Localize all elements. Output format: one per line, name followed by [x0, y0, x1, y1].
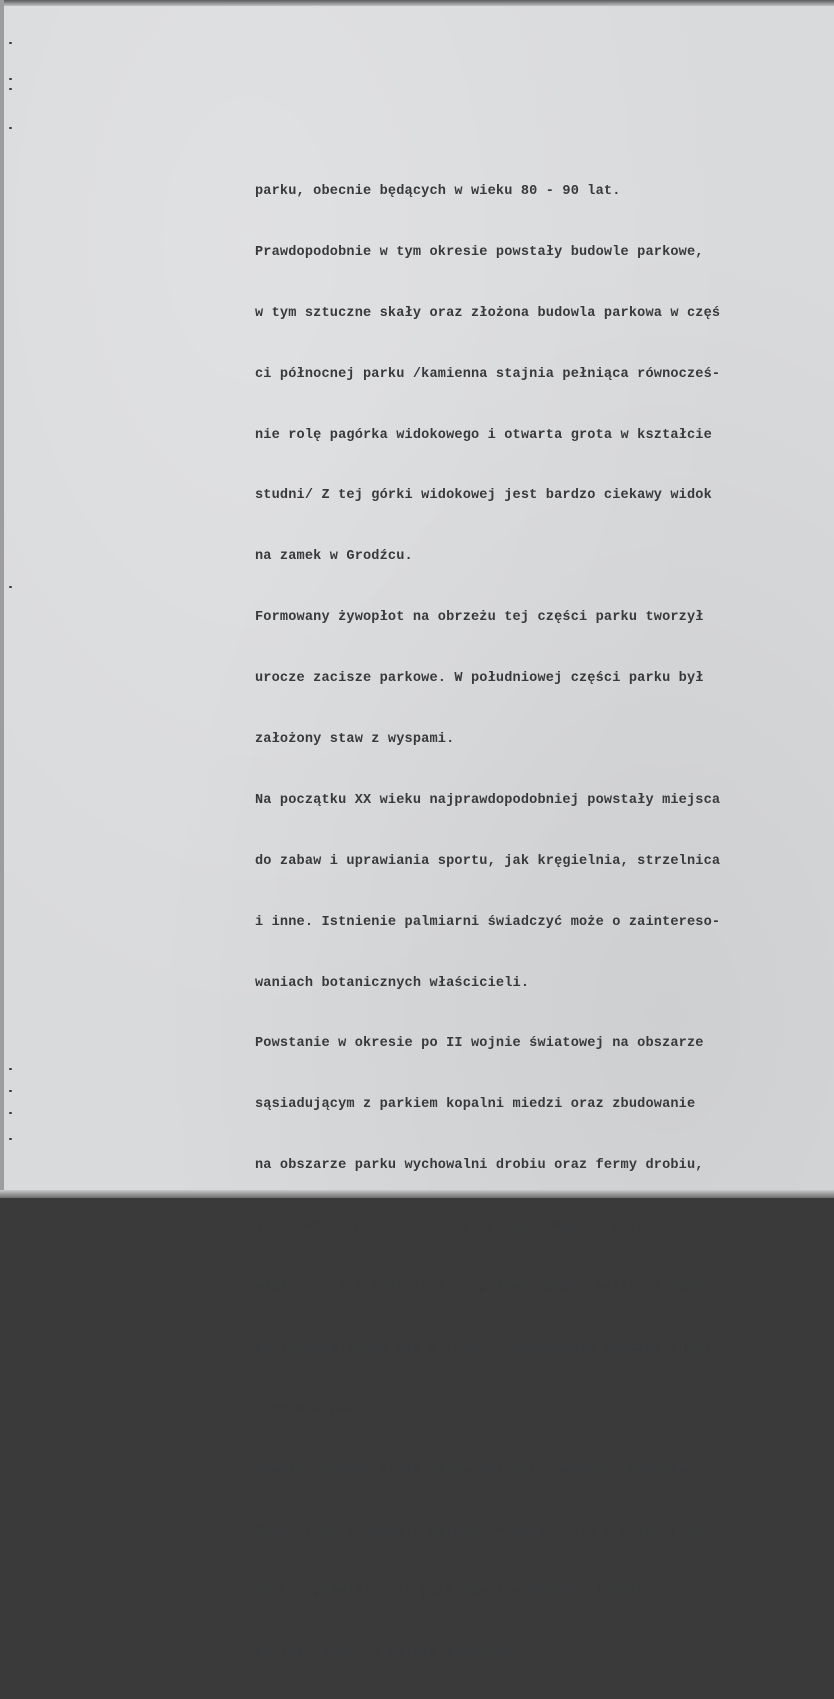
binder-hole-mark — [9, 1112, 12, 1114]
text-line: założony staw z wyspami. — [255, 732, 455, 748]
page-left-edge — [0, 0, 4, 1198]
binder-hole-mark — [9, 78, 12, 80]
text-line: na obszarze parku wychowalni drobiu oraz fermy drobiu, — [255, 1158, 704, 1174]
binder-hole-mark — [9, 1138, 12, 1140]
text-line: parku sprawiają, że park nawet w obecnej formie repre- — [255, 1584, 704, 1600]
binder-hole-mark — [9, 586, 12, 588]
binder-hole-mark — [9, 1068, 12, 1070]
text-line: do zabaw i uprawiania sportu, jak kręgielnia, strzelnica — [255, 853, 721, 869]
text-line: na zamek w Grodźcu. — [255, 549, 413, 565]
typewritten-text — [255, 147, 834, 1699]
text-line: cu zmieniającego się w ruinę, spowodowało znaczne znisz- — [255, 1340, 721, 1356]
text-line: właścicieli a zwłaszcza stopniowy upadek wartości pała- — [255, 1280, 712, 1296]
text-line: urocze zacisze parkowe. W południowej części parku był — [255, 671, 704, 687]
text-line: w tym sztuczne skały oraz złożona budowla parkowa w częś — [255, 305, 721, 321]
text-line: zentuje znaczne walory zabytkowe. — [255, 1645, 530, 1661]
binder-hole-mark — [9, 1090, 12, 1092]
text-line: czenia w parku. — [255, 1401, 380, 1417]
text-line: Znaczna jednak ilość drzew aklimatyzowanych, bogactwo — [255, 1462, 696, 1478]
text-line: Prawdopodobnie w tym okresie powstały budowle parkowe, — [255, 244, 704, 260]
text-line: sąsiadującym z parkiem kopalni miedzi oraz zbudowanie — [255, 1097, 696, 1113]
binder-hole-mark — [9, 88, 12, 90]
text-line: waniach botanicznych właścicieli. — [255, 975, 530, 991]
page-top-edge — [0, 0, 834, 6]
text-line: Powstanie w okresie po II wojnie światowej na obszarze — [255, 1036, 704, 1052]
text-line: Formowany żywopłot na obrzeżu tej części parku tworzył — [255, 610, 704, 626]
binder-hole-mark — [9, 42, 12, 44]
text-line: nie rolę pagórka widokowego i otwarta grota w kształcie — [255, 427, 712, 443]
text-line: i inne. Istnienie palmiarni świadczyć może o zaintereso- — [255, 914, 721, 930]
text-line: studni/ Z tej górki widokowej jest bardzo ciekawy widok — [255, 488, 712, 504]
text-line: ci północnej parku /kamienna stajnia pełniąca równocześ- — [255, 366, 721, 382]
text-line: jak również podział obszaru parku pomiędzy różnych — [255, 1219, 671, 1235]
text-line: parku, obecnie będących w wieku 80 - 90 lat. — [255, 184, 621, 199]
text-line: form drzew i budowle parkowe w połączeniu z rozmiarami — [255, 1523, 704, 1539]
text-line: Na początku XX wieku najprawdopodobniej powstały miejsca — [255, 792, 721, 808]
binder-hole-mark — [9, 127, 12, 129]
